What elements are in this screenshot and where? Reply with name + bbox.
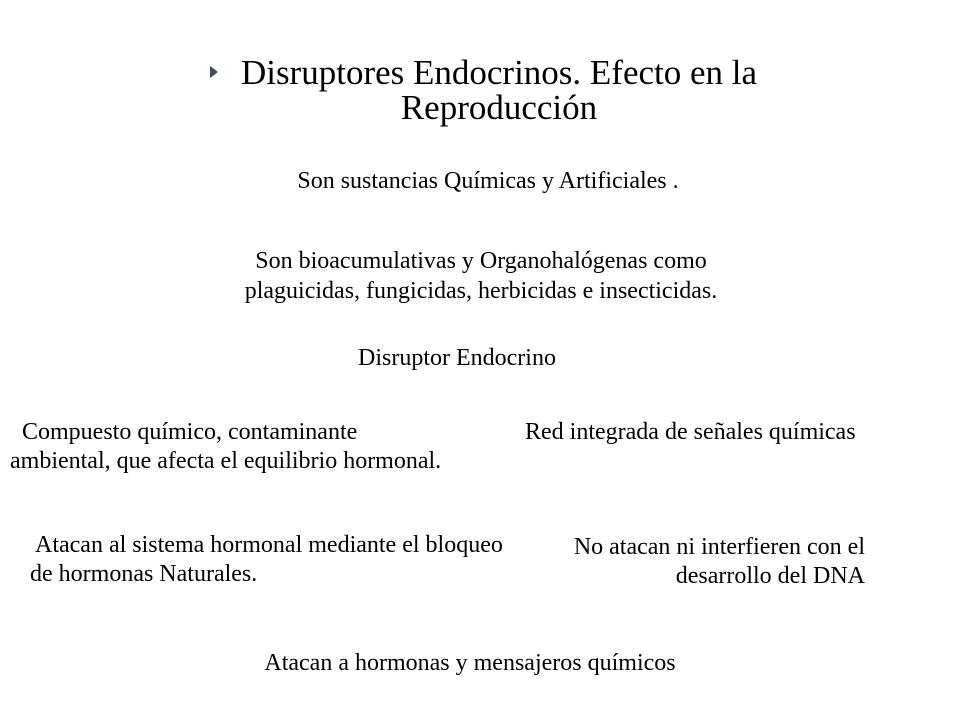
left-definition-text: Compuesto químico, contaminante ambiental, que afecta el equilibrio hormonal. xyxy=(10,419,442,474)
triangle-right-icon xyxy=(210,66,218,78)
right-definition-text: Red integrada de señales químicas xyxy=(525,419,856,445)
left-effect-text: Atacan al sistema hormonal mediante el bloqueo de hormonas Naturales. xyxy=(30,532,503,587)
center-label-endocrine-disruptor: Disruptor Endocrino xyxy=(358,345,556,371)
bottom-statement-text: Atacan a hormonas y mensajeros químicos xyxy=(264,650,676,676)
statement-bioaccumulative: Son bioacumulativas y Organohalógenas como plaguicidas, fungicidas, herbicidas e insecticidas. xyxy=(244,248,718,304)
statement-synthetic-substances: Son sustancias Químicas y Artificiales . xyxy=(297,168,679,194)
slide-title: Disruptores Endocrinos. Efecto en la Reproducción xyxy=(240,53,758,127)
right-effect-text: No atacan ni interfieren con el desarrollo del DNA xyxy=(573,534,865,589)
